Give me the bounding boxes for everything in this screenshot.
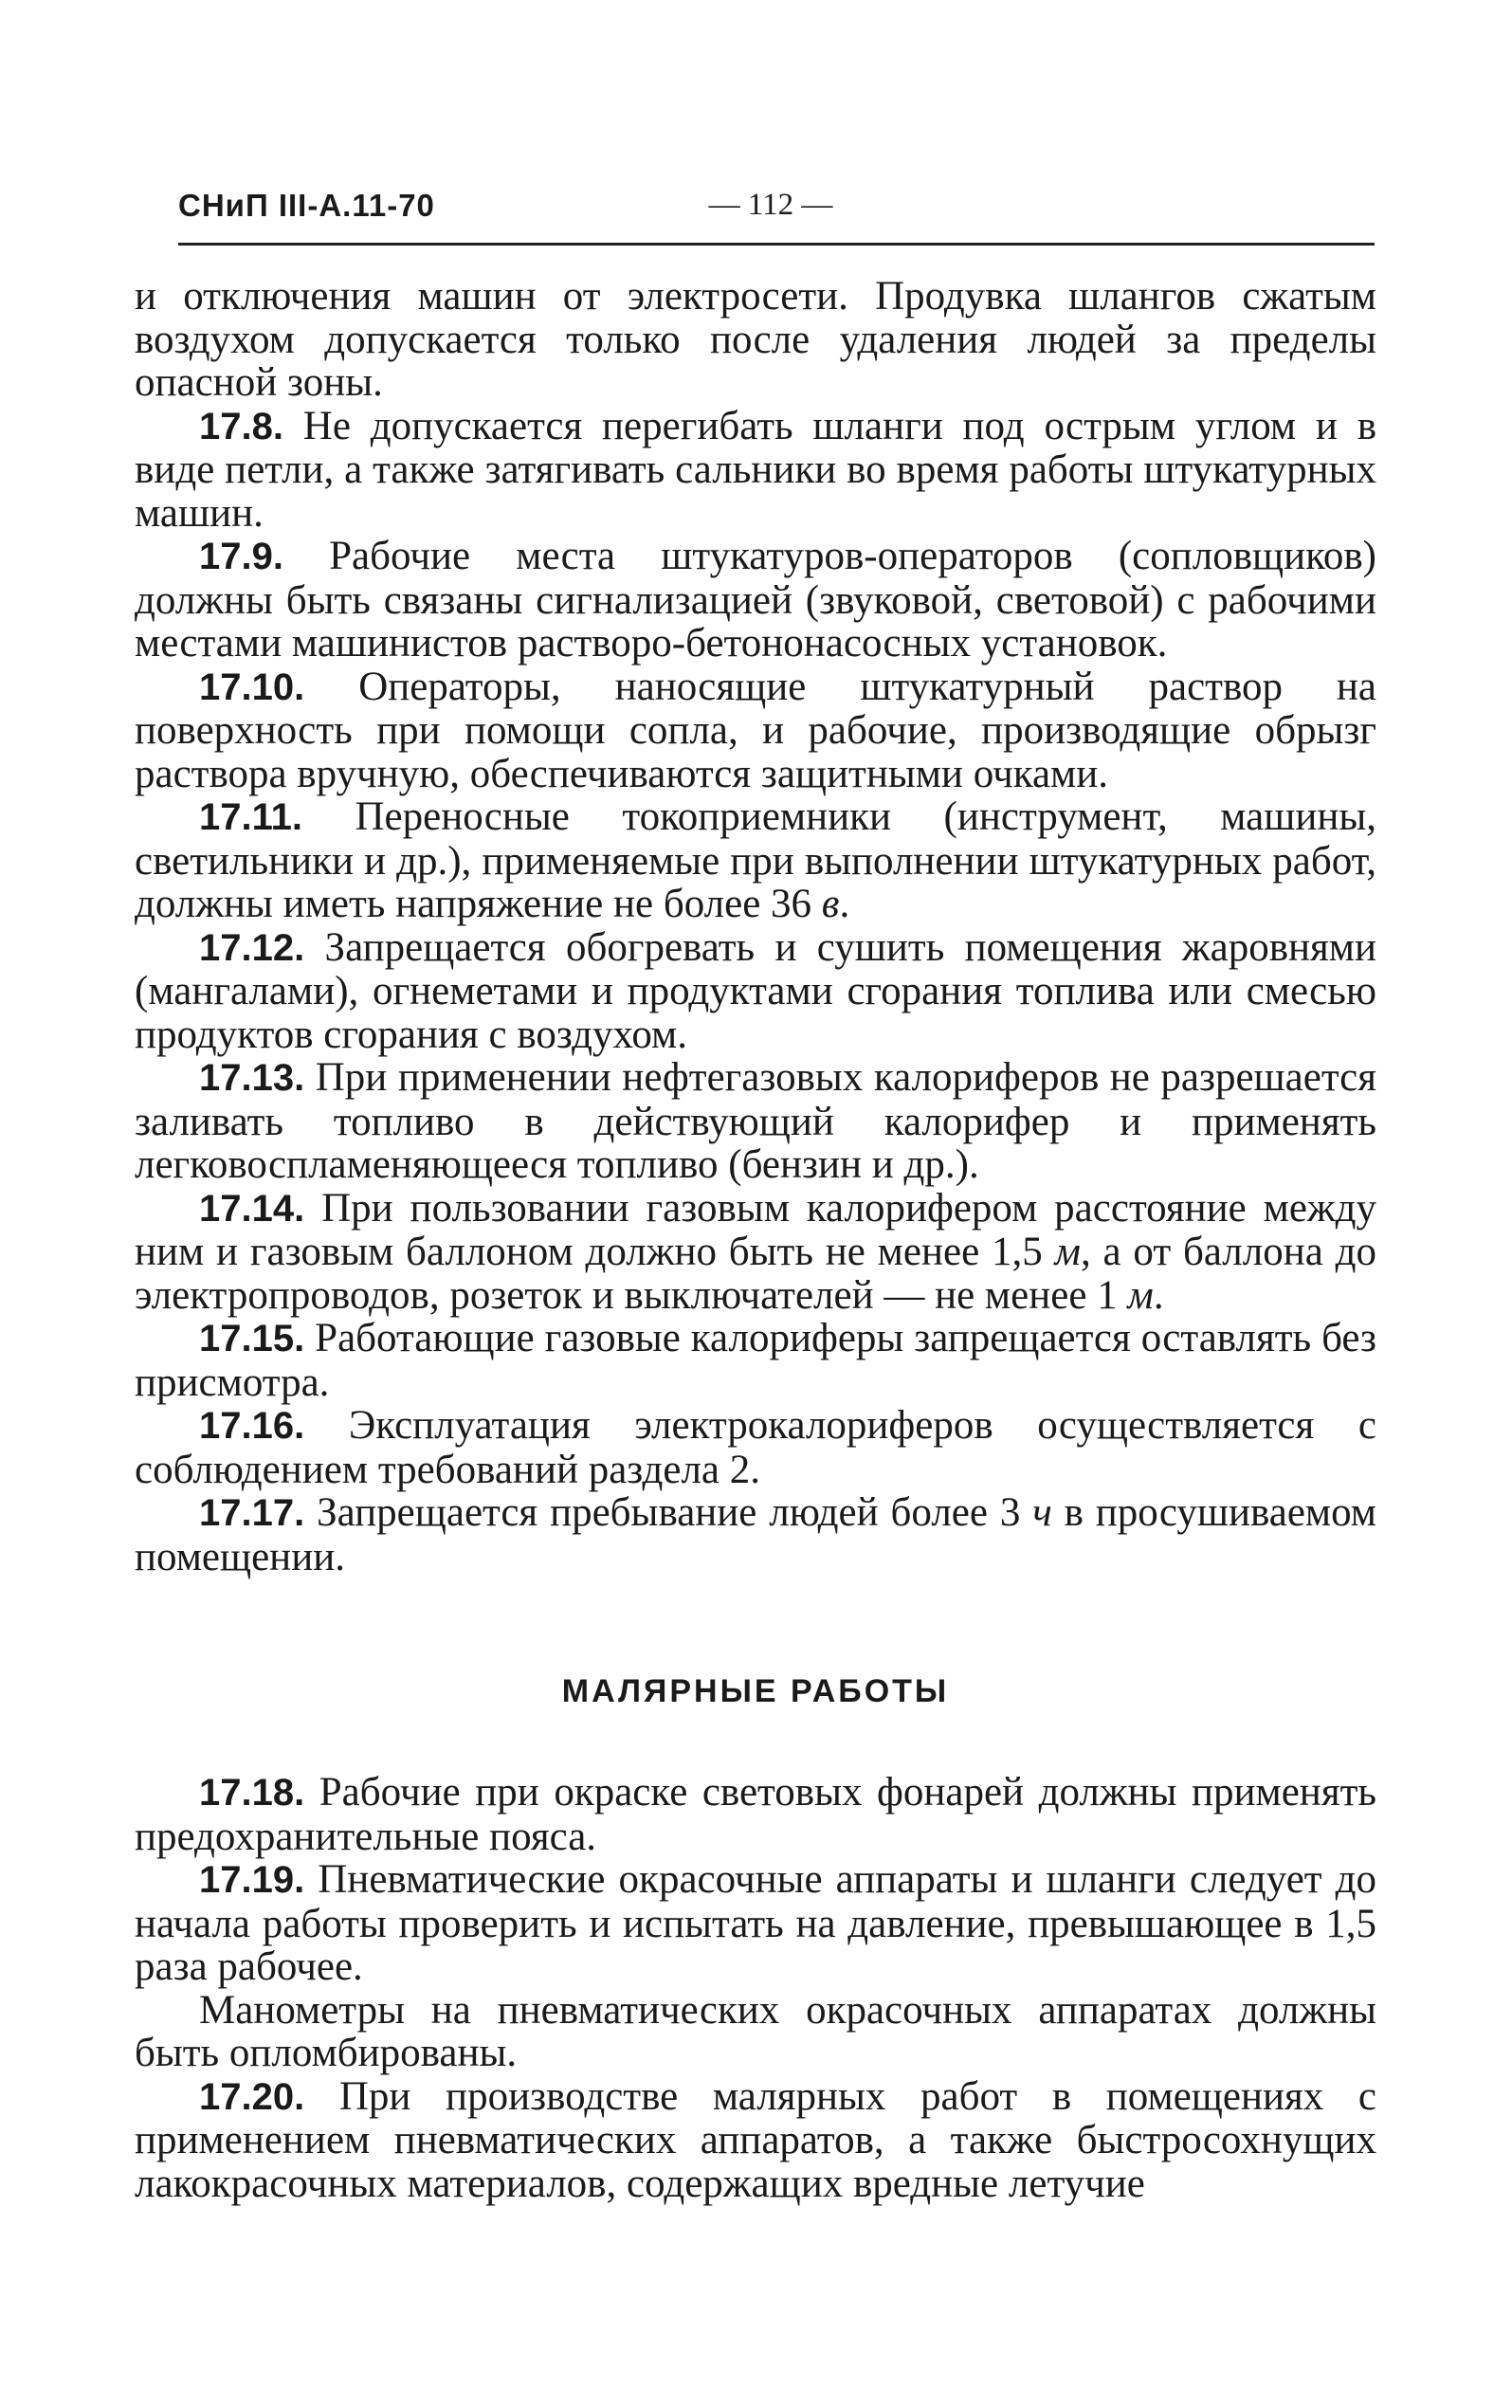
clause-text: Рабочие места штукатуров-операторов (сопловщиков) должны быть связаны сигнализацией (звуковой, световой) с рабочими местами машинистов растворо-бетононасосных установок. xyxy=(135,534,1376,666)
unit-meter: м xyxy=(1127,1272,1154,1318)
clause-number: 17.19. xyxy=(199,1859,305,1901)
clause-17-12 xyxy=(135,926,1376,1057)
clause-17-20 xyxy=(135,2075,1376,2206)
clause-number: 17.11. xyxy=(199,796,303,838)
clause-17-15 xyxy=(135,1317,1376,1404)
clause-number: 17.16. xyxy=(199,1405,305,1447)
clause-text: Рабочие при окраске световых фонарей должны применять предохранительные пояса. xyxy=(135,1770,1376,1859)
document-code: СНиП III-А.11-70 xyxy=(178,188,435,223)
page-content xyxy=(135,275,1376,2205)
clause-text: Работающие газовые калориферы запрещается оставлять без присмотра. xyxy=(135,1316,1376,1405)
clause-17-9 xyxy=(135,535,1376,666)
clause-number: 17.18. xyxy=(199,1772,305,1814)
clause-17-17 xyxy=(135,1491,1376,1578)
paragraph-text: Манометры на пневматических окрасочных аппаратах должны быть опломбированы. xyxy=(135,1987,1376,2075)
clause-text: При пользовании газовым калорифером расстояние между ним и газовым баллоном должно быть не менее 1,5 xyxy=(135,1185,1376,1274)
page-number: — 112 — xyxy=(708,188,833,222)
clause-number: 17.12. xyxy=(199,926,305,969)
clause-text: Пневматические окрасочные аппараты и шланги следует до начала работы проверить и испытать на давление, превышающее в 1,5 раза рабочее. xyxy=(135,1857,1376,1989)
clause-number: 17.15. xyxy=(199,1318,305,1359)
clause-text-end: . xyxy=(839,882,850,926)
clause-17-11 xyxy=(135,795,1376,926)
clause-text-end: . xyxy=(1153,1272,1164,1318)
clause-text: При производстве малярных работ в помещениях с применением пневматических аппаратов, а также быстросохнущих лакокрасочных материалов, содержащих вредные летучие xyxy=(135,2073,1376,2206)
clause-text: Операторы, наносящие штукатурный раствор на поверхность при помощи сопла, и рабочие, производящие обрызг раствора вручную, обеспечиваются защитными очками. xyxy=(135,664,1377,796)
unit-meter: м xyxy=(1054,1230,1081,1274)
unit-hour: ч xyxy=(1032,1490,1052,1535)
clause-number: 17.8. xyxy=(199,405,283,447)
clause-number: 17.20. xyxy=(199,2075,305,2118)
clause-text: Запрещается пребывание людей более 3 xyxy=(317,1490,1021,1535)
unit-volt: в xyxy=(821,882,840,926)
clause-text: Эксплуатация электрокалориферов осуществляется с соблюдением требований раздела 2. xyxy=(135,1403,1376,1492)
clause-17-19 xyxy=(135,1858,1376,1989)
clause-17-14 xyxy=(135,1187,1376,1318)
page-header xyxy=(178,186,1375,246)
clause-number: 17.13. xyxy=(199,1057,305,1099)
clause-number: 17.14. xyxy=(199,1187,305,1230)
clause-text-middle: , а от баллона до электропроводов, розеток и выключателей — не менее 1 xyxy=(135,1230,1377,1318)
paragraph-continuation xyxy=(135,275,1376,405)
clause-17-16 xyxy=(135,1404,1376,1491)
clause-text-end: в просушиваемом помещении. xyxy=(135,1490,1377,1579)
clause-17-8 xyxy=(135,405,1376,536)
clause-text: При применении нефтегазовых калориферов не разрешается заливать топливо в действующий калорифер и применять легковоспламеняющееся топливо (бензин и др.). xyxy=(135,1055,1377,1187)
clause-text: Не допускается перегибать шланги под острым углом и в виде петли, а также затягивать сальники во время работы штукатурных машин. xyxy=(135,403,1377,536)
clause-17-18 xyxy=(135,1771,1376,1858)
clause-number: 17.10. xyxy=(199,666,305,708)
clause-number: 17.17. xyxy=(199,1492,305,1534)
clause-17-13 xyxy=(135,1056,1376,1187)
section-title: МАЛЯРНЫЕ РАБОТЫ xyxy=(561,1673,950,1709)
paragraph-manometers xyxy=(135,1989,1376,2075)
clause-number: 17.9. xyxy=(199,536,283,577)
paragraph-text: и отключения машин от электросети. Продувка шлангов сжатым воздухом допускается только после удаления людей за пределы опасной зоны. xyxy=(135,274,1376,405)
clause-text: Запрещается обогревать и сушить помещения жаровнями (мангалами), огнеметами и продуктами сгорания топлива или смесью продуктов сгорания с воздухом. xyxy=(135,924,1377,1057)
clause-text: Переносные токоприемники (инструмент, машины, светильники и др.), применяемые при выполнении штукатурных работ, должны иметь напряжение не более 36 xyxy=(135,794,1377,926)
clause-17-10 xyxy=(135,666,1376,796)
